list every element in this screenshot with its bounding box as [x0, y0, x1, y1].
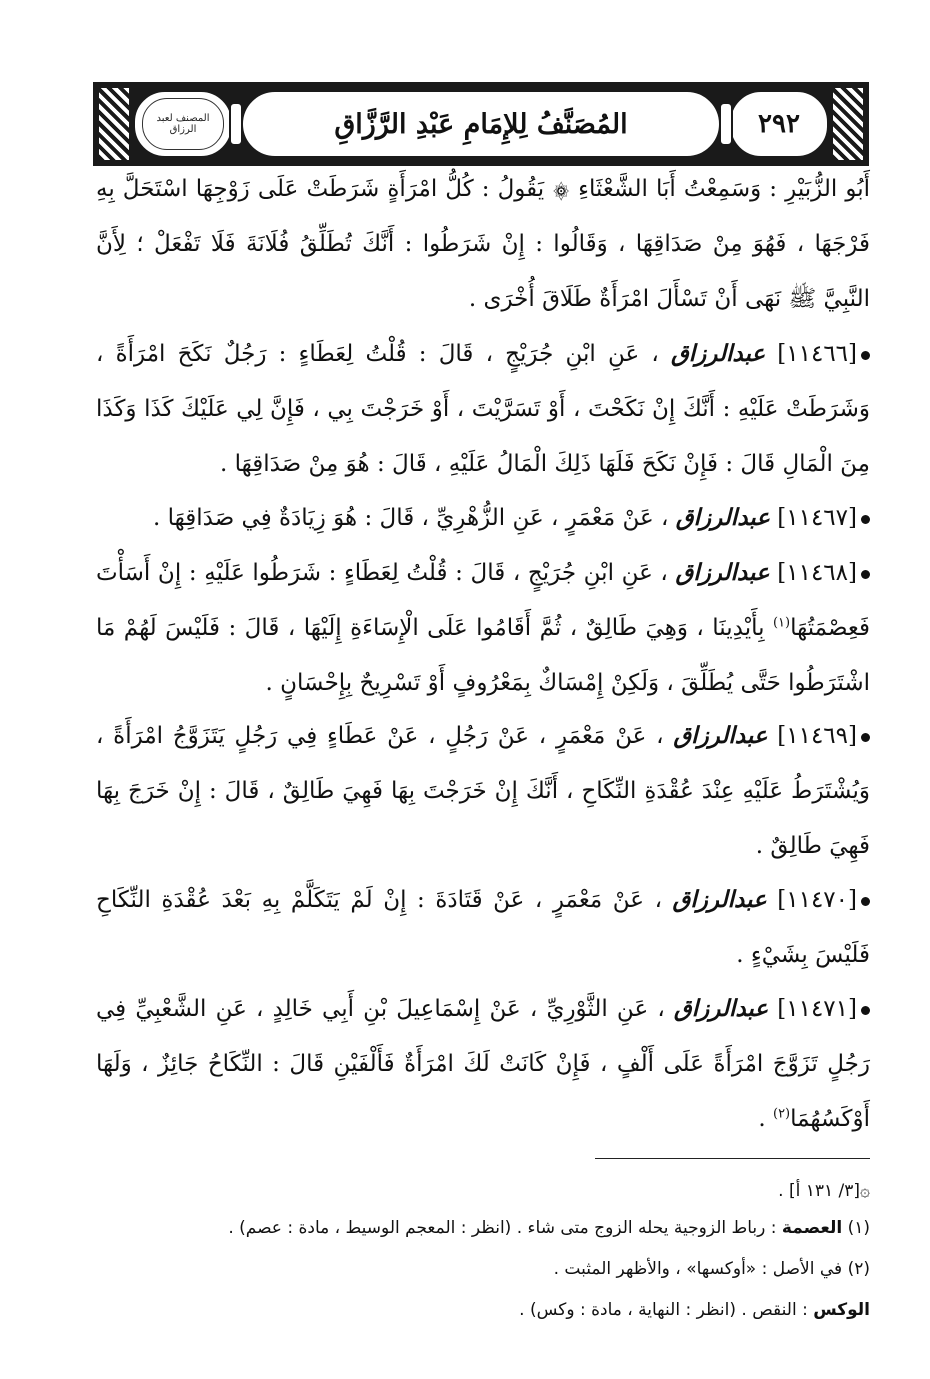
bullet-icon [861, 570, 870, 579]
footnote-2 [96, 1259, 870, 1279]
narrator-name: عبدالرزاق [673, 995, 769, 1022]
footnote-ref-1[interactable]: (١) [772, 615, 791, 631]
narration-number: [١١٤٦٦] [777, 341, 858, 367]
footnote-text: في الأصل : «أوكسها» ، والأظهر المثبت . [553, 1259, 843, 1279]
narrator-name: عبدالرزاق [673, 722, 768, 749]
narration-11470 [96, 872, 870, 983]
narration-text: ، عَنِ ابْنِ جُرَيْجٍ ، قَالَ : قُلْتُ لِعَطَاءٍ : رَجُلٌ نَكَحَ امْرَأَةً ، وَشَرَطَتْ عَلَيْهِ : أَنَّكَ إِنْ نَكَحْتَ ، أَوْ تَسَرَّيْتَ ، أَوْ خَرَجْتَ بِي ، فَإِنَّ لِي عَلَيْكَ كَذَا وَكَذَا مِنَ الْمَالِ قَالَ : فَإِنْ نَكَحَ فَلَهَا ذَلِكَ الْمَالُ عَلَيْهِ ، قَالَ : هُوَ مِنْ صَدَاقِهَا . [96, 341, 870, 477]
footnote-2-gloss [96, 1300, 870, 1320]
page-header-banner [93, 82, 869, 166]
narration-text-cont: بِأَيْدِينَا ، وَهِيَ طَالِقٌ ، ثُمَّ أَقَامُوا عَلَى الْإِسَاءَةِ إِلَيْهَا ، قَالَ : فَلَيْسَ لَهُمْ مَا اشْتَرَطُوا حَتَّى يُطَلِّقَ ، وَلَكِنْ إِمْسَاكٌ بِمَعْرُوفٍ أَوْ تَسْرِيحٌ بِإِحْسَانٍ . [96, 615, 870, 696]
footnote-label: (٢) [847, 1259, 870, 1279]
narration-text: ، عَنِ ابْنِ جُرَيْجٍ ، قَالَ : قُلْتُ لِعَطَاءٍ : شَرَطُوا عَلَيْهِ : إِنْ أَسَأْتَ فَعِصْمَتُهَا [96, 560, 870, 641]
narrator-name: عبدالرزاق [672, 886, 767, 913]
narration-text: ، عَنْ مَعْمَرٍ ، عَنْ قَتَادَةَ : إِنْ لَمْ يَتَكَلَّمْ بِهِ بَعْدَ عُقْدَةِ النِّكَاحِ فَلَيْسَ بِشَيْءٍ . [96, 887, 870, 968]
book-seal-text: المصنف لعبد الرزاق [142, 98, 224, 150]
narrator-name: عبدالرزاق [675, 559, 770, 586]
narration-text: ، عَنْ مَعْمَرٍ ، عَنِ الزُّهْرِيِّ ، قَالَ : هُوَ زِيَادَةٌ فِي صَدَاقِهَا . [153, 505, 669, 531]
footnote-text: : النقص . (انظر : النهاية ، مادة : وكس) . [519, 1300, 808, 1320]
narration-11469 [96, 708, 870, 874]
narration-number: [١١٤٧١] [777, 996, 858, 1022]
narration-number: [١١٤٦٩] [777, 723, 858, 749]
bullet-icon [861, 515, 870, 524]
narration-11467 [96, 490, 870, 546]
ornament-strip-right [833, 88, 863, 160]
footnote-1 [96, 1218, 870, 1238]
paragraph-text: أَبُو الزُّبَيْرِ : وَسَمِعْتُ أَبَا الشَّعْثَاءِ ۞ يَقُولُ : كُلُّ امْرَأَةٍ شَرَطَتْ عَلَى زَوْجِهَا اسْتَحَلَّ بِهِ فَرْجَهَا ، فَهُوَ مِنْ صَدَاقِهَا ، وَقَالُوا : إِنْ شَرَطُوا : أَنَّكَ تُطَلِّقُ فُلَانَةَ فَلَا تَفْعَلْ ؛ لِأَنَّ النَّبِيَّ ﷺ نَهَى أَنْ تَسْأَلَ امْرَأَةٌ طَلَاقَ أُخْرَى . [96, 176, 870, 312]
narration-text-cont: . [758, 1106, 766, 1132]
manuscript-folio-note [96, 1180, 870, 1201]
ornament-knot-right [719, 102, 733, 146]
book-seal-medallion [133, 90, 233, 158]
book-title: المُصَنَّفُ لِلإِمَامِ عَبْدِ الرَّزَّاقِ [334, 108, 628, 140]
footnote-text: : رباط الزوجية يحله الزوج متى شاء . (انظر : المعجم الوسيط ، مادة : عصم) . [228, 1218, 777, 1238]
narration-text: ، عَنِ الثَّوْرِيِّ ، عَنْ إِسْمَاعِيلَ بْنِ أَبِي خَالِدٍ ، عَنِ الشَّعْبِيِّ فِي رَجُلٍ تَزَوَّجَ امْرَأَةً عَلَى أَلْفٍ ، فَإِنْ كَانَتْ لَكَ امْرَأَةٌ فَأَلْفَيْنِ قَالَ : النِّكَاحُ جَائِزٌ ، وَلَهَا أَوْكَسُهُمَا [96, 996, 870, 1132]
narration-11471 [96, 981, 870, 1147]
bullet-icon [861, 1006, 870, 1015]
footnote-term: الوكس [813, 1300, 870, 1320]
page-number-medallion [729, 90, 829, 158]
narrator-name: عبدالرزاق [675, 504, 770, 531]
narration-text: ، عَنْ مَعْمَرٍ ، عَنْ رَجُلٍ ، عَنْ عَطَاءٍ فِي رَجُلٍ يَتَزَوَّجُ امْرَأَةً ، وَيُشْتَرَطُ عَلَيْهِ عِنْدَ عُقْدَةِ النِّكَاحِ ، أَنَّكَ إِنْ خَرَجْتَ بِهَا فَهِيَ طَالِقٌ ، قَالَ : إِنْ خَرَجَ بِهَا فَهِيَ طَالِقٌ . [96, 723, 870, 859]
folio-marker: ۞[٣/ ١٣١ أ] . [778, 1181, 870, 1201]
page-number: ٢٩٢ [758, 109, 800, 139]
footnote-ref-2[interactable]: (٢) [772, 1106, 791, 1122]
narration-number: [١١٤٦٨] [777, 560, 858, 586]
bullet-icon [861, 733, 870, 742]
continuation-paragraph [96, 162, 870, 327]
narration-number: [١١٤٧٠] [777, 887, 858, 913]
ornament-strip-left [99, 88, 129, 160]
footnote-label: (١) [847, 1218, 870, 1238]
footnote-divider [595, 1158, 870, 1159]
narration-number: [١١٤٦٧] [777, 505, 857, 531]
narration-11468 [96, 545, 870, 711]
narrator-name: عبدالرزاق [670, 340, 766, 367]
bullet-icon [861, 897, 870, 906]
bullet-icon [861, 351, 870, 360]
title-cartouche [241, 90, 721, 158]
narration-11466 [96, 326, 870, 492]
footnote-term: العصمة [781, 1218, 843, 1238]
